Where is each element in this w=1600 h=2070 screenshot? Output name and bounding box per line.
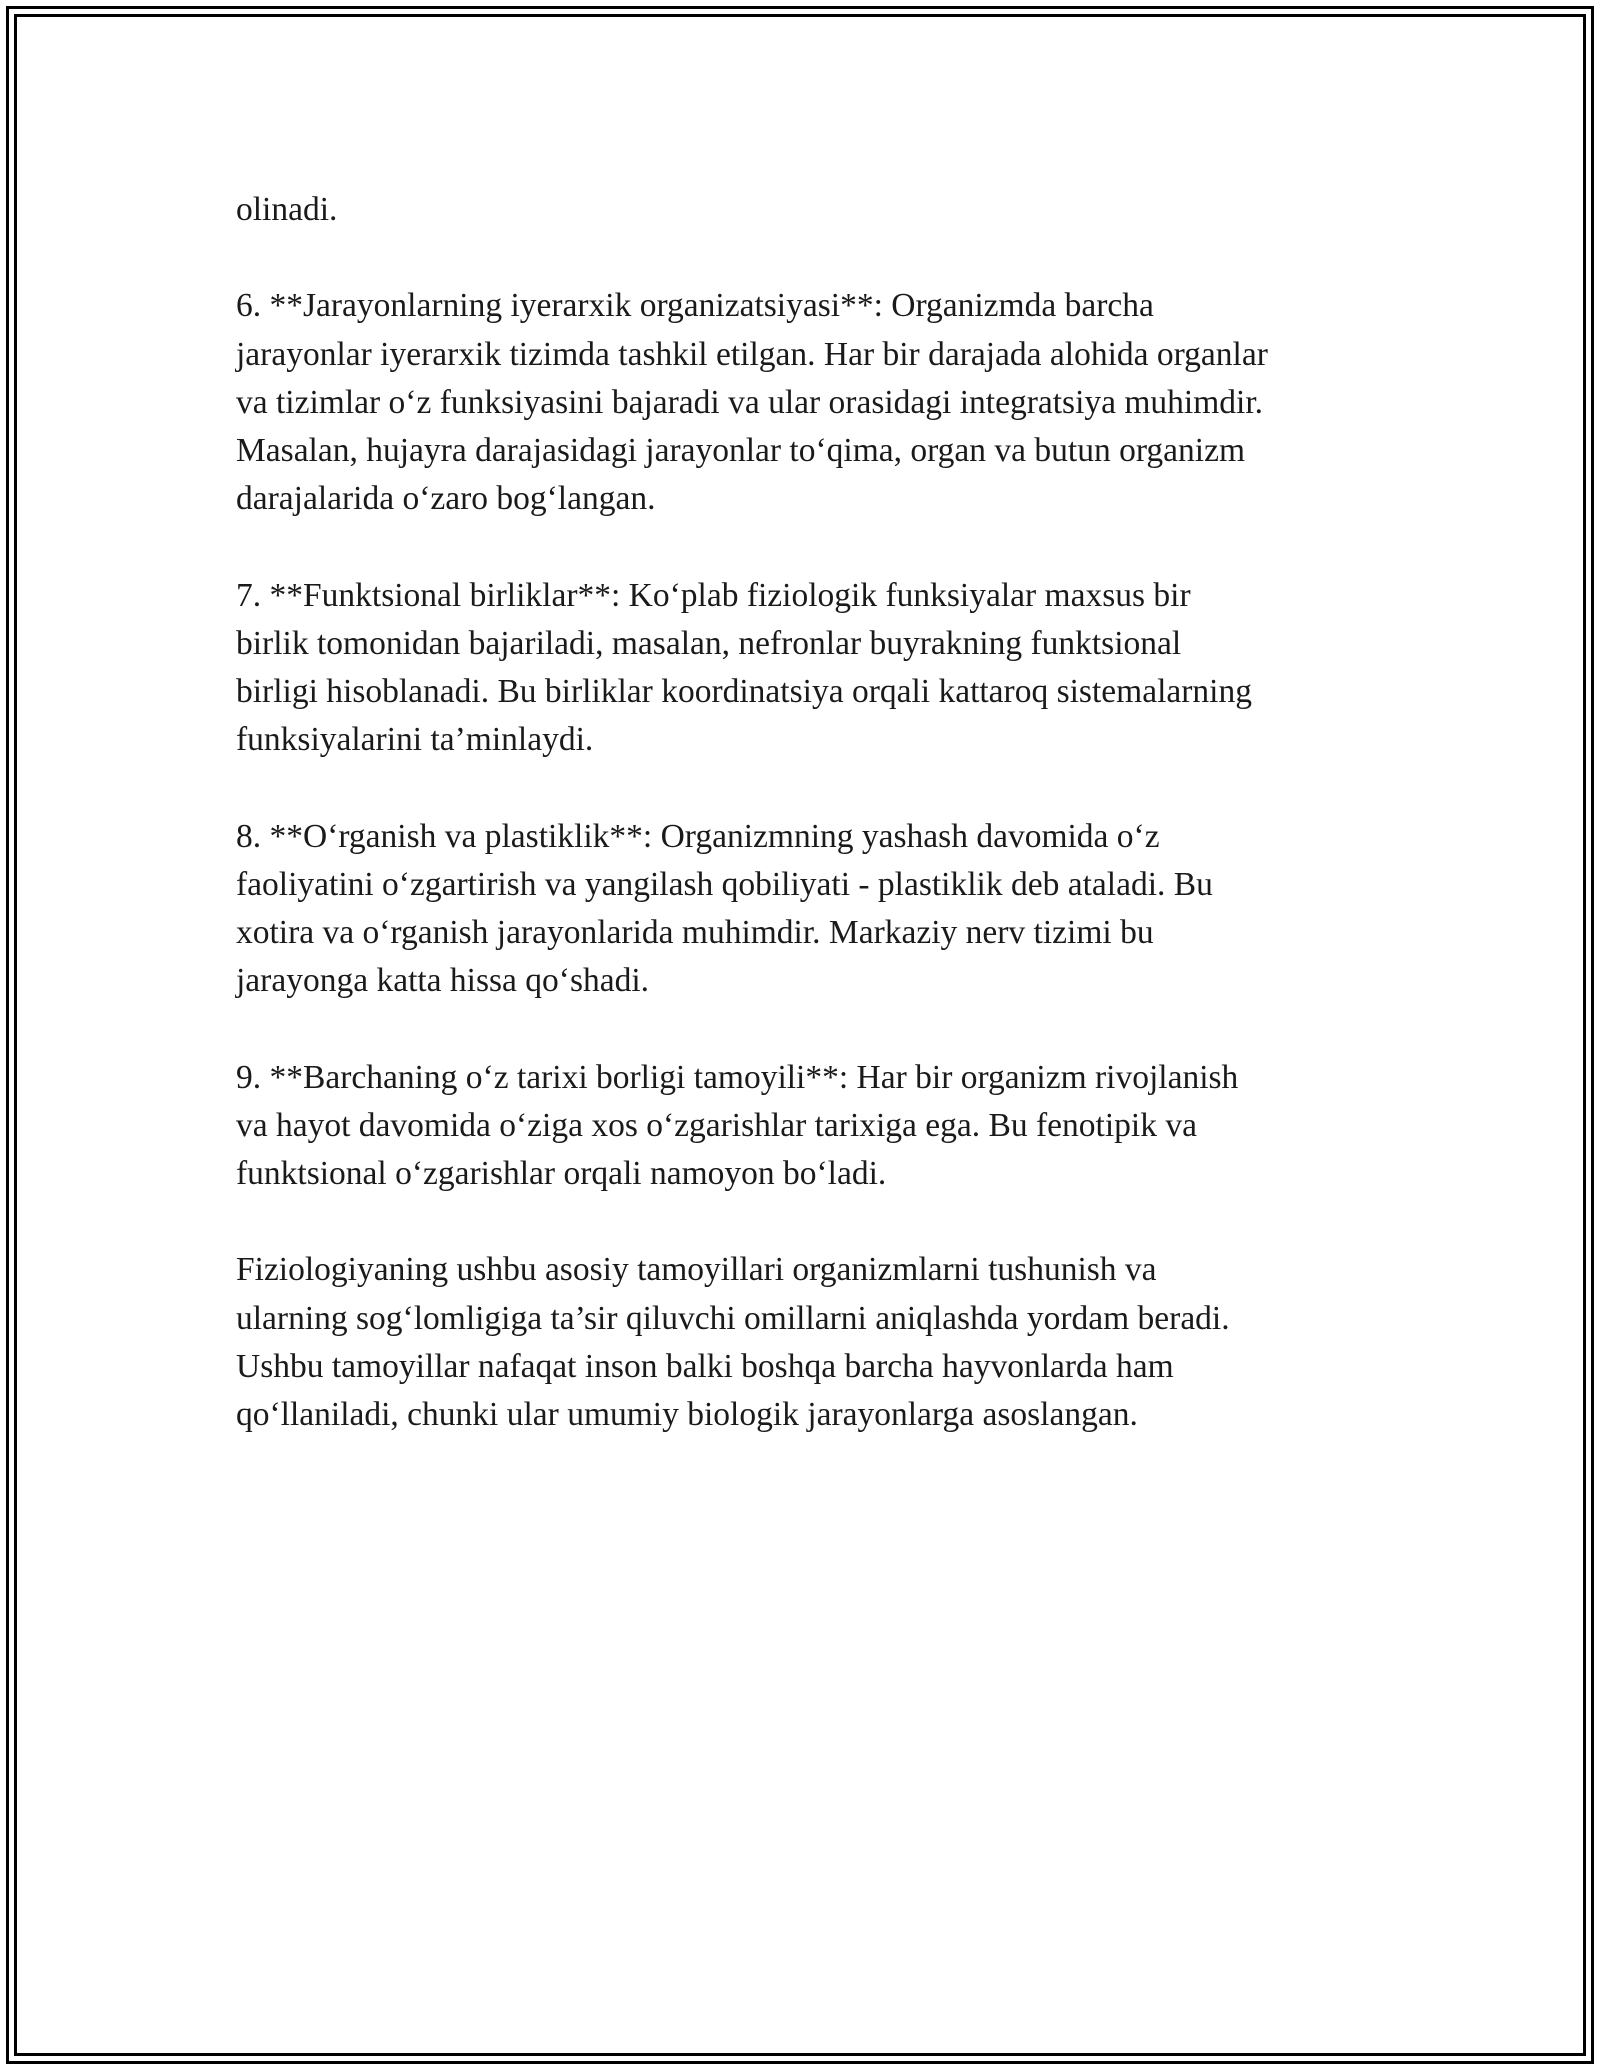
text-line: jarayonlar iyerarxik tizimda tashkil etilgan. Har bir darajada alohida organlar bbox=[236, 335, 1268, 373]
text-line: Ushbu tamoyillar nafaqat inson balki boshqa barcha hayvonlarda ham bbox=[236, 1347, 1174, 1385]
text-line: xotira va o‘rganish jarayonlarida muhimdir. Markaziy nerv tizimi bu bbox=[236, 914, 1154, 951]
text-line: 6. **Jarayonlarning iyerarxik organizatsiyasi**: Organizmda barcha bbox=[236, 287, 1154, 325]
paragraph-item-6 bbox=[236, 282, 1396, 523]
text-line: 7. **Funktsional birliklar**: Ko‘plab fiziologik funksiyalar maxsus bir bbox=[236, 576, 1191, 614]
paragraph-conclusion bbox=[236, 1246, 1396, 1439]
text-line: birligi hisoblanadi. Bu birliklar koordinatsiya orqali kattaroq sistemalarning bbox=[236, 673, 1252, 710]
page-content bbox=[236, 186, 1396, 1487]
paragraph-continuation bbox=[236, 186, 1396, 234]
text-line: olinadi. bbox=[236, 191, 338, 228]
text-line: va hayot davomida o‘ziga xos o‘zgarishlar tarixiga ega. Bu fenotipik va bbox=[236, 1106, 1197, 1144]
text-line: 8. **O‘rganish va plastiklik**: Organizmning yashash davomida o‘z bbox=[236, 817, 1160, 855]
paragraph-item-7 bbox=[236, 572, 1396, 765]
text-line: funksiyalarini ta’minlaydi. bbox=[236, 721, 594, 759]
text-line: funktsional o‘zgarishlar orqali namoyon bo‘ladi. bbox=[236, 1155, 887, 1192]
text-line: va tizimlar o‘z funksiyasini bajaradi va ular orasidagi integratsiya muhimdir. bbox=[236, 383, 1264, 421]
text-line: faoliyatini o‘zgartirish va yangilash qobiliyati - plastiklik deb ataladi. Bu bbox=[236, 865, 1213, 903]
text-line: 9. **Barchaning o‘z tarixi borligi tamoyili**: Har bir organizm rivojlanish bbox=[236, 1058, 1239, 1096]
text-line: ularning sog‘lomligiga ta’sir qiluvchi omillarni aniqlashda yordam beradi. bbox=[236, 1299, 1230, 1337]
paragraph-item-9 bbox=[236, 1054, 1396, 1199]
text-line: qo‘llaniladi, chunki ular umumiy biologik jarayonlarga asoslangan. bbox=[236, 1396, 1138, 1433]
text-line: Masalan, hujayra darajasidagi jarayonlar to‘qima, organ va butun organizm bbox=[236, 432, 1246, 469]
paragraph-item-8 bbox=[236, 813, 1396, 1006]
text-line: birlik tomonidan bajariladi, masalan, nefronlar buyrakning funktsional bbox=[236, 624, 1182, 662]
text-line: darajalarida o‘zaro bog‘langan. bbox=[236, 480, 656, 518]
text-line: Fiziologiyaning ushbu asosiy tamoyillari organizmlarni tushunish va bbox=[236, 1251, 1157, 1289]
text-line: jarayonga katta hissa qo‘shadi. bbox=[236, 962, 650, 1000]
